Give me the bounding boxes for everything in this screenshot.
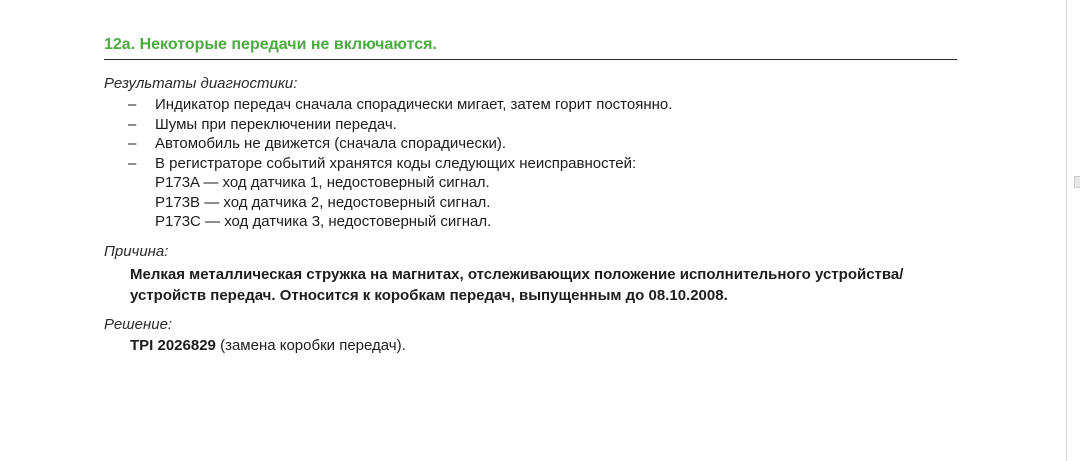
- fault-code: P173B — ход датчика 2, недостоверный сигнал.: [155, 193, 491, 211]
- cause-label: Причина:: [104, 243, 169, 260]
- fault-code: P173A — ход датчика 1, недостоверный сигнал.: [155, 174, 490, 191]
- tpi-reference: TPI 2026829: [130, 337, 216, 354]
- solution-description: (замена коробки передач).: [215, 337, 406, 354]
- list-item-text: Шумы при переключении передач.: [155, 115, 397, 133]
- diagnostics-list: [128, 95, 672, 232]
- diagnostics-label: Результаты диагностики:: [104, 75, 298, 92]
- list-item: [128, 154, 672, 232]
- list-item: [128, 134, 672, 154]
- vertical-scrollbar[interactable]: [1066, 0, 1080, 461]
- cause-text: Мелкая металлическая стружка на магнитах, отслеживающих положение исполнительного устройства/устройств передач. Относится к коробкам передач, выпущенным до 08.10.2008.: [130, 266, 904, 304]
- solution-label: Решение:: [104, 316, 173, 333]
- fault-code: P173C — ход датчика 3, недостоверный сигнал.: [155, 213, 492, 230]
- dash-bullet: –: [128, 154, 137, 172]
- list-item-text: В регистраторе событий хранятся коды следующих неисправностей:: [155, 154, 637, 172]
- section-title: 12a. Некоторые передачи не включаются.: [104, 36, 437, 53]
- title-divider: [104, 59, 957, 60]
- list-item-text: Автомобиль не движется (сначала спорадически).: [155, 135, 507, 152]
- dash-bullet: –: [128, 96, 137, 113]
- dash-bullet: –: [128, 115, 137, 133]
- scrollbar-thumb[interactable]: [1074, 176, 1080, 188]
- list-item: [128, 95, 672, 115]
- solution-text: [130, 337, 406, 354]
- list-item-text: Индикатор передач сначала спорадически мигает, затем горит постоянно.: [155, 96, 673, 113]
- fault-codes-list: [155, 173, 672, 232]
- dash-bullet: –: [128, 135, 137, 152]
- list-item: [128, 115, 672, 135]
